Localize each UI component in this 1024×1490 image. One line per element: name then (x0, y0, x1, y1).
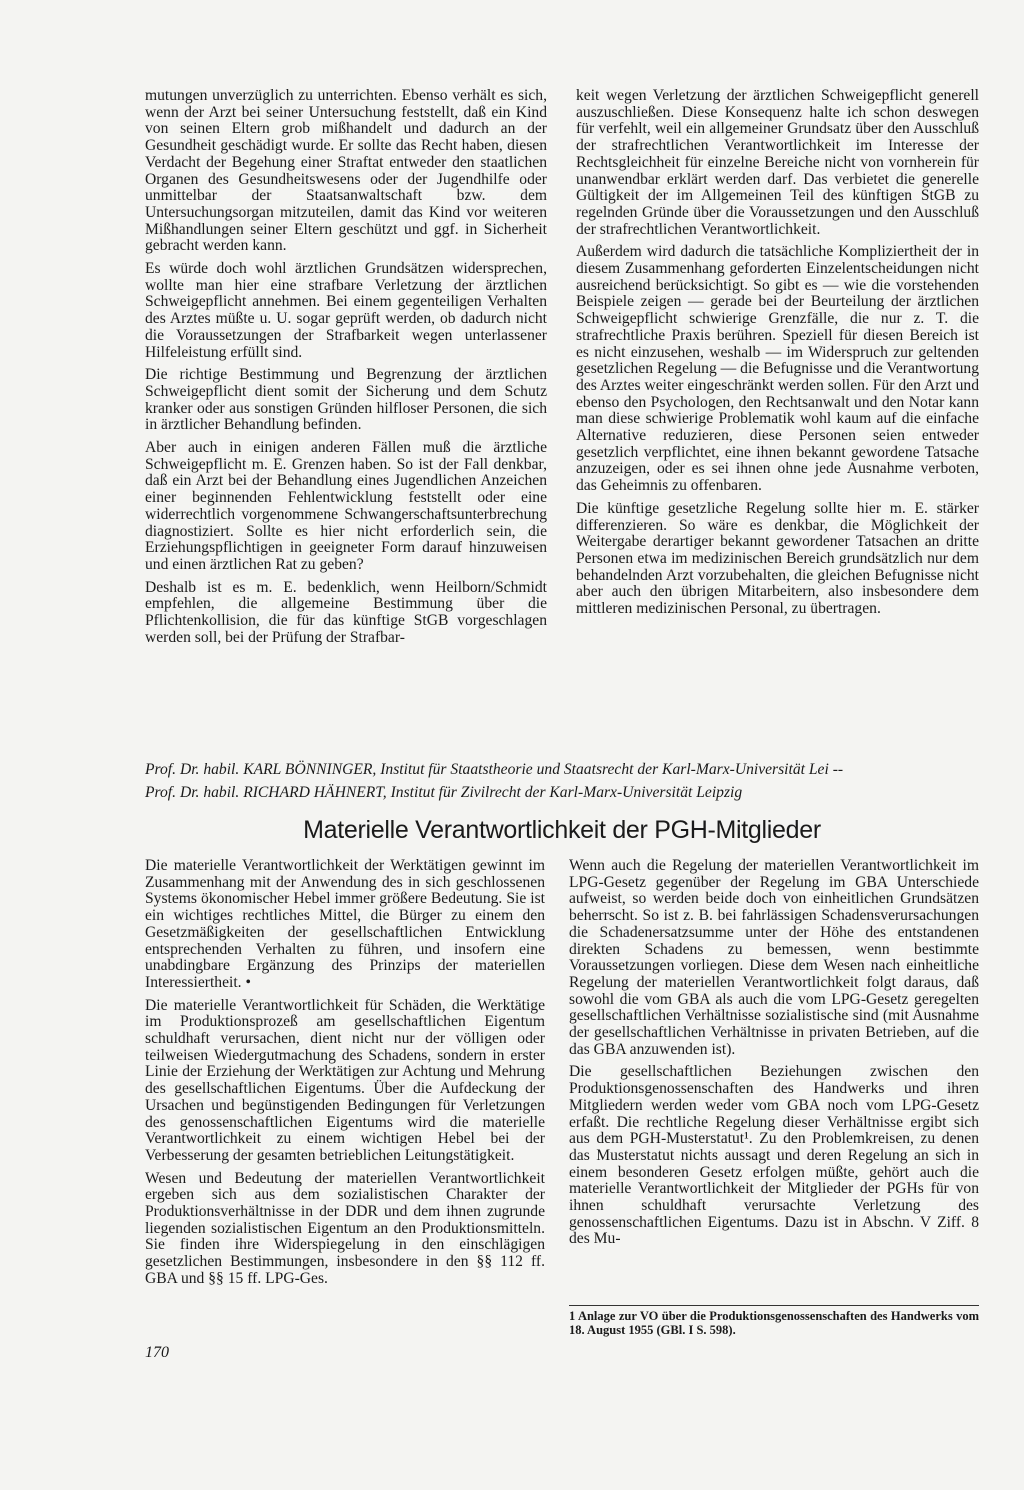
footnote: 1 Anlage zur VO über die Produktionsgenossenschaften des Handwerks vom 18. August 1955 (GBl. I S. 598). (569, 1305, 979, 1337)
paragraph: Es würde doch wohl ärztlichen Grundsätzen widersprechen, wollte man hier eine strafbare Verletzung der ärztlichen Schweigepflicht annehmen. Bei einem gegenteiligen Verhalten des Arztes müßte u. U. sogar geprüft werden, ob dadurch nicht die Voraussetzungen der Strafbarkeit wegen unterlassener Hilfeleistung erfüllt sind. (145, 260, 547, 361)
author-line: Prof. Dr. habil. RICHARD HÄHNERT, Institut für Zivilrecht der Karl-Marx-Universität Leipzig (145, 784, 743, 801)
paragraph: Wenn auch die Regelung der materiellen Verantwortlichkeit im LPG-Gesetz gegenüber der Regelung im GBA Unterschiede aufweist, so werden beide doch von einheitlichen Grundsätzen beherrscht. So ist z. B. bei fahrlässigen Schadensverursachungen die Schadenersatzsumme unter der Höhe des entstandenen direkten Schadens zu bemessen, wenn bestimmte Voraussetzungen vorliegen. Diese dem Wesen nach einheitliche Regelung der materiellen Verantwortlichkeit folgt daraus, daß sowohl die vom GBA als auch die vom LPG-Gesetz geregelten gesellschaftlichen Verhältnisse sozialistische sind (mit Ausnahme der gesellschaftlichen Verhältnisse in privaten Betrieben, auf die das GBA anzuwenden ist). (569, 857, 979, 1058)
paragraph: mutungen unverzüglich zu unterrichten. Ebenso verhält es sich, wenn der Arzt bei seiner Untersuchung feststellt, daß ein Kind von seinen Eltern grob mißhandelt und dadurch an der Gesundheit geschädigt wurde. Er sollte das Recht haben, diesen Verdacht der Begehung einer Straftat entweder den staatlichen Organen des Gesundheitswesens oder der Jugendhilfe oder unmittelbar der Staatsanwaltschaft bzw. dem Untersuchungsorgan mitzuteilen, damit das Kind vor weiteren Mißhandlungen seiner Eltern geschützt und ggf. in Sicherheit gebracht werden kann. (145, 87, 547, 255)
paragraph: Die materielle Verantwortlichkeit für Schäden, die Werktätige im Produktionsprozeß am gesellschaftlichen Eigentum schuldhaft verursachen, dient nicht nur der völligen oder teilweisen Wiedergutmachung des Schadens, sondern in erster Linie der Erziehung der Werktätigen zur Achtung und Mehrung des gesellschaftlichen Eigentums. Über die Aufdeckung der Ursachen und begünstigenden Bedingungen für Verletzungen des genossenschaftlichen Eigentums wird die materielle Verantwortlichkeit zu einem wichtigen Hebel bei der Verbesserung der gesamten betrieblichen Leitungstätigkeit. (145, 996, 545, 1164)
paragraph: Aber auch in einigen anderen Fällen muß die ärztliche Schweigepflicht m. E. Grenzen haben. So ist der Fall denkbar, daß ein Arzt bei der Behandlung eines Jugendlichen Anzeichen einer beginnenden Fehlentwicklung feststellt oder eine widerrechtlich vorgenommene Schwangerschaftsunterbrechung diagnostiziert. Sollte es hier nicht erforderlich sein, die Erziehungspflichtigen in geeigneter Form darauf hinzuweisen und einen ärztlichen Rat zu geben? (145, 439, 547, 573)
page-number: 170 (145, 1344, 169, 1361)
paragraph: Wesen und Bedeutung der materiellen Verantwortlichkeit ergeben sich aus dem sozialistischen Charakter der Produktionsverhältnisse in der DDR und dem ihnen zugrunde liegenden sozialistischen Eigentum an den Produktionsmitteln. Sie finden ihre Widerspiegelung in den einschlägigen gesetzlichen Bestimmungen, insbesondere in den §§ 112 ff. GBA und §§ 15 ff. LPG-Ges. (145, 1169, 545, 1287)
paragraph: Die künftige gesetzliche Regelung sollte hier m. E. stärker differenzieren. So wäre es denkbar, die Möglichkeit der Weitergabe derartiger bekannt gewordener Tatsachen an dritte Personen etwa im medizinischen Bereich grundsätzlich nur dem behandelnden Arzt vorzubehalten, die gleichen Befugnisse nicht aber auch den übrigen Mitarbeitern, also insbesondere dem mittleren medizinischen Personal, zu übertragen. (576, 499, 979, 618)
article-right-column (569, 858, 979, 1254)
upper-left-column (145, 88, 547, 653)
paragraph: Außerdem wird dadurch die tatsächliche Kompliziertheit der in diesem Zusammenhang geforderten Einzelentscheidungen nicht ausreichend berücksichtigt. So gibt es — wie die vorstehenden Beispiele zeigen — gerade bei der Beurteilung der ärztlichen Schweigepflicht schwierige Grenzfälle, die nur z. T. die strafrechtliche Praxis berühren. Speziell für diesen Bereich ist es nicht einzusehen, weshalb — im Widerspruch zur geltenden gesetzlichen Regelung — die Befugnisse und die Verantwortung des Arztes weiter eingeschränkt werden sollen. Für den Arzt und ebenso den Psychologen, den Rechtsanwalt und den Notar kann man diese schwierige Problematik wohl kaum auf die einfache Alternative reduzieren, diese Personen seien entweder gesetzlich verpflichtet, eine ihnen bekannt gewordene Tatsache anzuzeigen, oder es sei ihnen ohne jede Ausnahme verboten, das Geheimnis zu offenbaren. (576, 243, 979, 495)
author-line: Prof. Dr. habil. KARL BÖNNINGER, Institut für Staatstheorie und Staatsrecht der Karl-Marx-Universität Lei -- (145, 761, 844, 778)
paragraph: Deshalb ist es m. E. bedenklich, wenn Heilborn/Schmidt empfehlen, die allgemeine Bestimmung über die Pflichtenkollision, die für das künftige StGB vorgeschlagen werden soll, bei der Prüfung der Strafbar- (145, 578, 547, 646)
paragraph: Die gesellschaftlichen Beziehungen zwischen den Produktionsgenossenschaften des Handwerks und ihren Mitgliedern werden weder vom GBA noch vom LPG-Gesetz erfaßt. Die rechtliche Regelung dieser Verhältnisse ergibt sich aus dem PGH-Musterstatut¹. Zu den Problemkreisen, zu denen das Musterstatut nichts aussagt und deren Regelung an sich in einem besonderen Gesetz erfolgen müßte, gehört auch die materielle Verantwortlichkeit der Mitglieder der PGHs für von ihnen schuldhaft verursachte Verletzung des genossenschaftlichen Eigentums. Dazu ist in Abschn. V Ziff. 8 des Mu- (569, 1063, 979, 1248)
article-title: Materielle Verantwortlichkeit der PGH-Mitglieder (303, 816, 821, 844)
article-left-column (145, 858, 545, 1294)
author-byline (145, 758, 1005, 804)
paragraph: keit wegen Verletzung der ärztlichen Schweigepflicht generell auszuschließen. Diese Konsequenz halte ich schon deswegen für verfehlt, weil ein allgemeiner Grundsatz über den Ausschluß der strafrechtlichen Verantwortlichkeit im Interesse der Rechtsgleichheit für einzelne Bereiche nicht von vornherein für unanwendbar erklärt werden darf. Das verbietet die generelle Gültigkeit der im Allgemeinen Teil des künftigen StGB zu regelnden Gründe über die Voraussetzungen und den Ausschluß der strafrechtlichen Verantwortlichkeit. (576, 87, 979, 238)
paragraph: Die richtige Bestimmung und Begrenzung der ärztlichen Schweigepflicht dient somit der Sicherung und dem Schutz kranker oder aus sonstigen Gründen hilfloser Personen, die sich in ärztlicher Behandlung befinden. (145, 366, 547, 434)
paragraph: Die materielle Verantwortlichkeit der Werktätigen gewinnt im Zusammenhang mit der Anwendung des in sich geschlossenen Systems ökonomischer Hebel immer größere Bedeutung. Sie ist ein wichtiges rechtliches Mittel, die Bürger zu einem den Gesetzmäßigkeiten der gesellschaftlichen Entwicklung entsprechenden Verhalten zu führen, und insofern eine unabdingbare Ergänzung des Prinzips der materiellen Interessiertheit. • (145, 857, 545, 991)
upper-right-column (576, 88, 979, 624)
